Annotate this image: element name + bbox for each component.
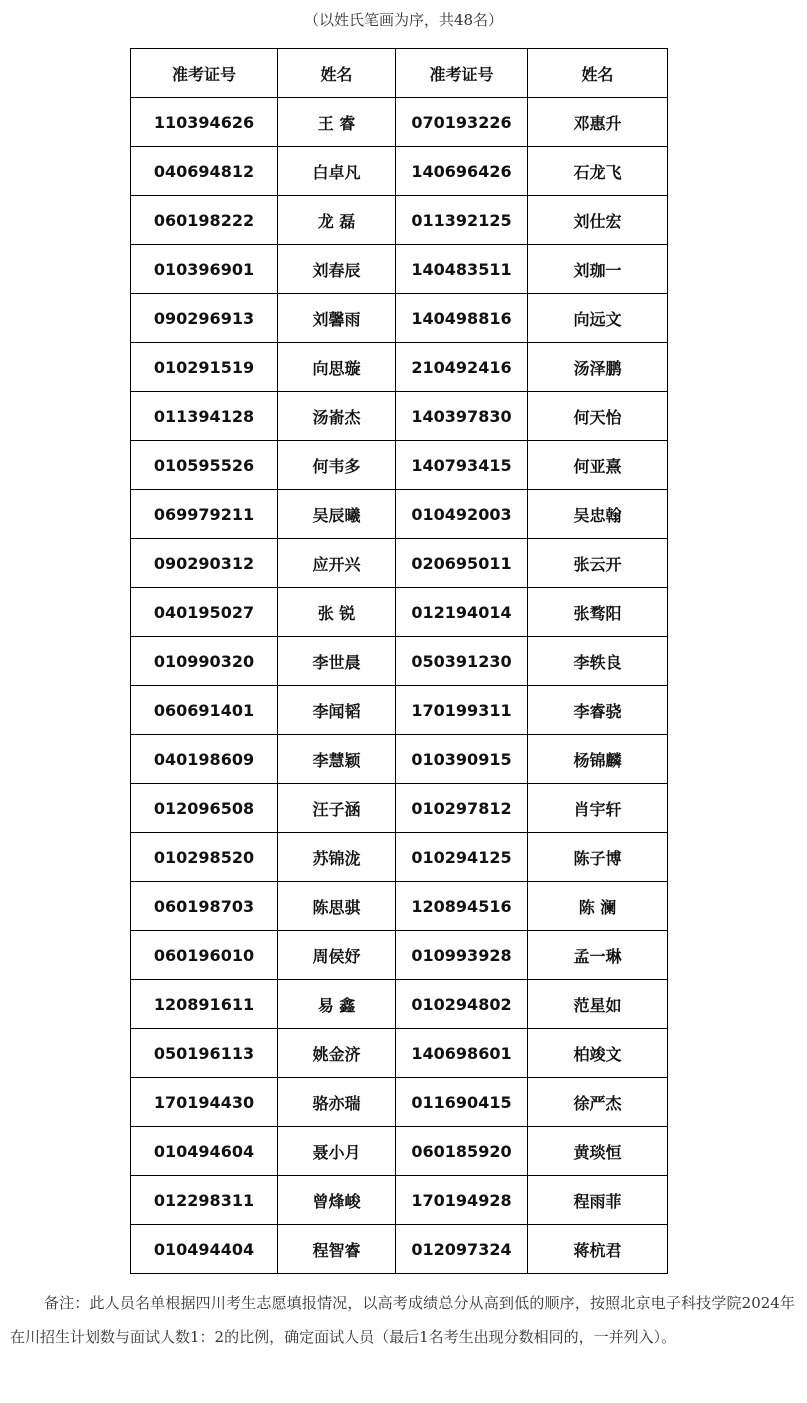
- cell-exam-id-right: 140483511: [396, 245, 528, 294]
- cell-exam-id-left: 110394626: [131, 98, 278, 147]
- table-row: [131, 392, 668, 441]
- cell-name-left: 龙 磊: [278, 196, 396, 245]
- table-row: [131, 196, 668, 245]
- cell-name-left: 李慧颖: [278, 735, 396, 784]
- cell-exam-id-left: 060691401: [131, 686, 278, 735]
- table-row: [131, 1127, 668, 1176]
- cell-exam-id-left: 120891611: [131, 980, 278, 1029]
- cell-exam-id-right: 011392125: [396, 196, 528, 245]
- cell-exam-id-left: 010494404: [131, 1225, 278, 1274]
- cell-exam-id-right: 010390915: [396, 735, 528, 784]
- cell-name-right: 何天怡: [528, 392, 668, 441]
- cell-name-left: 李闻韬: [278, 686, 396, 735]
- cell-exam-id-left: 069979211: [131, 490, 278, 539]
- cell-exam-id-right: 010993928: [396, 931, 528, 980]
- cell-exam-id-left: 060196010: [131, 931, 278, 980]
- cell-name-right: 何亚熹: [528, 441, 668, 490]
- table-row: [131, 245, 668, 294]
- remark-note: 备注：此人员名单根据四川考生志愿填报情况，以高考成绩总分从高到低的顺序，按照北京电子科技学院2024年在川招生计划数与面试人数1：2的比例，确定面试人员（最后1名考生出现分数相同的，一并列入）。: [10, 1294, 795, 1346]
- cell-exam-id-left: 012096508: [131, 784, 278, 833]
- cell-name-left: 刘春辰: [278, 245, 396, 294]
- table-row: [131, 980, 668, 1029]
- cell-name-right: 向远文: [528, 294, 668, 343]
- cell-exam-id-left: 010298520: [131, 833, 278, 882]
- cell-name-right: 陈子博: [528, 833, 668, 882]
- table-row: [131, 294, 668, 343]
- cell-exam-id-left: 012298311: [131, 1176, 278, 1225]
- cell-name-left: 何韦多: [278, 441, 396, 490]
- cell-name-left: 汪子涵: [278, 784, 396, 833]
- table-row: [131, 1078, 668, 1127]
- list-subtitle: （以姓氏笔画为序，共48名）: [303, 11, 504, 29]
- table-row: [131, 98, 668, 147]
- cell-exam-id-left: 010396901: [131, 245, 278, 294]
- cell-name-right: 刘仕宏: [528, 196, 668, 245]
- header-exam-id-left: 准考证号: [131, 49, 278, 98]
- cell-name-right: 邓惠升: [528, 98, 668, 147]
- table-row: [131, 833, 668, 882]
- cell-name-left: 程智睿: [278, 1225, 396, 1274]
- cell-name-right: 李轶良: [528, 637, 668, 686]
- table-row: [131, 882, 668, 931]
- cell-name-left: 周侯妤: [278, 931, 396, 980]
- cell-exam-id-right: 010294125: [396, 833, 528, 882]
- cell-exam-id-left: 010291519: [131, 343, 278, 392]
- table-row: [131, 539, 668, 588]
- table-row: [131, 931, 668, 980]
- cell-exam-id-right: 010294802: [396, 980, 528, 1029]
- table-row: [131, 1029, 668, 1078]
- table-row: [131, 784, 668, 833]
- cell-exam-id-left: 060198703: [131, 882, 278, 931]
- header-name-left: 姓名: [278, 49, 396, 98]
- table-row: [131, 686, 668, 735]
- cell-exam-id-right: 060185920: [396, 1127, 528, 1176]
- cell-exam-id-left: 090296913: [131, 294, 278, 343]
- cell-name-left: 张 锐: [278, 588, 396, 637]
- cell-name-left: 苏锦泷: [278, 833, 396, 882]
- cell-exam-id-right: 010492003: [396, 490, 528, 539]
- cell-exam-id-right: 011690415: [396, 1078, 528, 1127]
- table-row: [131, 735, 668, 784]
- cell-name-right: 张骛阳: [528, 588, 668, 637]
- cell-name-right: 孟一琳: [528, 931, 668, 980]
- cell-exam-id-right: 050391230: [396, 637, 528, 686]
- table-header-row: [131, 49, 668, 98]
- cell-exam-id-right: 170199311: [396, 686, 528, 735]
- cell-name-right: 张云开: [528, 539, 668, 588]
- cell-exam-id-left: 011394128: [131, 392, 278, 441]
- table-row: [131, 1176, 668, 1225]
- table-row: [131, 490, 668, 539]
- cell-name-left: 李世晨: [278, 637, 396, 686]
- cell-name-right: 柏竣文: [528, 1029, 668, 1078]
- cell-name-left: 应开兴: [278, 539, 396, 588]
- cell-name-right: 陈 澜: [528, 882, 668, 931]
- cell-name-left: 吴辰曦: [278, 490, 396, 539]
- header-name-right: 姓名: [528, 49, 668, 98]
- cell-exam-id-right: 210492416: [396, 343, 528, 392]
- cell-exam-id-right: 070193226: [396, 98, 528, 147]
- cell-exam-id-left: 010990320: [131, 637, 278, 686]
- cell-exam-id-right: 170194928: [396, 1176, 528, 1225]
- cell-name-left: 刘馨雨: [278, 294, 396, 343]
- cell-exam-id-left: 170194430: [131, 1078, 278, 1127]
- cell-exam-id-right: 140696426: [396, 147, 528, 196]
- cell-name-right: 杨锦麟: [528, 735, 668, 784]
- cell-name-left: 聂小月: [278, 1127, 396, 1176]
- cell-exam-id-right: 140397830: [396, 392, 528, 441]
- table-row: [131, 147, 668, 196]
- cell-name-right: 黄琰恒: [528, 1127, 668, 1176]
- cell-exam-id-right: 010297812: [396, 784, 528, 833]
- cell-name-left: 曾烽峻: [278, 1176, 396, 1225]
- cell-name-right: 吴忠翰: [528, 490, 668, 539]
- cell-exam-id-left: 040195027: [131, 588, 278, 637]
- cell-name-right: 汤泽鹏: [528, 343, 668, 392]
- cell-exam-id-right: 140698601: [396, 1029, 528, 1078]
- cell-name-right: 刘珈一: [528, 245, 668, 294]
- cell-name-left: 骆亦瑞: [278, 1078, 396, 1127]
- table-row: [131, 343, 668, 392]
- cell-exam-id-right: 140498816: [396, 294, 528, 343]
- cell-name-right: 蒋杭君: [528, 1225, 668, 1274]
- cell-exam-id-right: 120894516: [396, 882, 528, 931]
- cell-exam-id-left: 050196113: [131, 1029, 278, 1078]
- cell-exam-id-left: 060198222: [131, 196, 278, 245]
- cell-exam-id-left: 010494604: [131, 1127, 278, 1176]
- table-row: [131, 637, 668, 686]
- cell-name-left: 姚金济: [278, 1029, 396, 1078]
- cell-exam-id-right: 140793415: [396, 441, 528, 490]
- cell-name-right: 肖宇轩: [528, 784, 668, 833]
- header-exam-id-right: 准考证号: [396, 49, 528, 98]
- cell-name-left: 向思璇: [278, 343, 396, 392]
- cell-exam-id-left: 010595526: [131, 441, 278, 490]
- cell-name-right: 程雨菲: [528, 1176, 668, 1225]
- cell-exam-id-left: 090290312: [131, 539, 278, 588]
- cell-name-right: 石龙飞: [528, 147, 668, 196]
- cell-name-right: 范星如: [528, 980, 668, 1029]
- cell-name-right: 徐严杰: [528, 1078, 668, 1127]
- cell-name-right: 李睿骁: [528, 686, 668, 735]
- cell-name-left: 白卓凡: [278, 147, 396, 196]
- cell-name-left: 易 鑫: [278, 980, 396, 1029]
- table-body: [131, 98, 668, 1274]
- cell-name-left: 汤嵛杰: [278, 392, 396, 441]
- table-row: [131, 1225, 668, 1274]
- cell-name-left: 陈思骐: [278, 882, 396, 931]
- cell-name-left: 王 睿: [278, 98, 396, 147]
- cell-exam-id-right: 020695011: [396, 539, 528, 588]
- cell-exam-id-right: 012194014: [396, 588, 528, 637]
- candidate-table: [130, 48, 668, 1274]
- cell-exam-id-left: 040198609: [131, 735, 278, 784]
- table-row: [131, 441, 668, 490]
- cell-exam-id-right: 012097324: [396, 1225, 528, 1274]
- cell-exam-id-left: 040694812: [131, 147, 278, 196]
- table-row: [131, 588, 668, 637]
